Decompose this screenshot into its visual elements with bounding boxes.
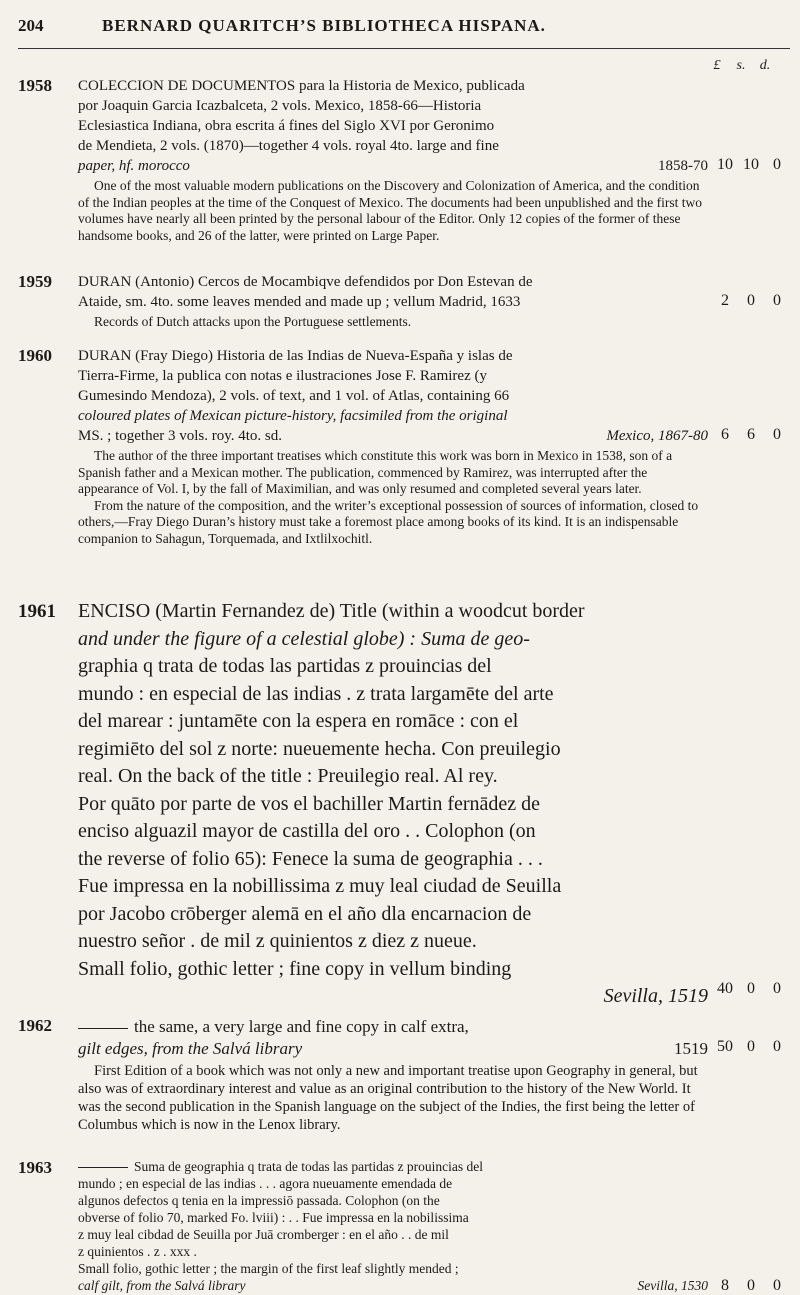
entry-line: Fue impressa en la nobillissima z muy leal ciudad de Seuilla <box>78 875 562 897</box>
shillings-label: s. <box>736 58 746 73</box>
entry-line: MS. ; together 3 vols. roy. 4to. sd. Mexico, 1867-80 <box>78 428 708 444</box>
pence-label: d. <box>759 58 771 73</box>
entry-text <box>78 598 708 1011</box>
entry-price: 6 6 0 <box>721 426 781 443</box>
lot-number: 1962 <box>18 1016 52 1035</box>
entry-text <box>78 272 708 331</box>
entry-note: Records of Dutch attacks upon the Portuguese settlements. <box>94 314 412 329</box>
entry-line: regimiēto del sol z norte: nueuemente hecha. Con preuilegio <box>78 737 561 760</box>
entry-note: One of the most valuable modern publications on the Discovery and Colonization of America, and the condition of the Indian peoples at the time of the Conquest of Mexico. The documents had been unpublished and the first two volumes have nearly all been printed by the personal labour of the Editor. Only 12 copies of the former of these handsome books, and 26 of the latter, were printed on Large Paper. <box>78 178 702 243</box>
entry-line: Sevilla, 1519 <box>603 985 708 1007</box>
entry-line: por Joaquin Garcia Icazbalceta, 2 vols. Mexico, 1858-66—Historia <box>78 98 482 114</box>
entry-line: DURAN (Antonio) Cercos de Mocambiqve defendidos por Don Estevan de <box>78 274 533 290</box>
entry-line: por Jacobo crōberger alemā en el año dla encarnacion de <box>78 902 532 925</box>
ditto-dash <box>78 1028 128 1029</box>
entry-note: First Edition of a book which was not only a new and important treatise upon Geography in general, but also was of extraordinary interest and value as an original contribution to the history of the New World. It was the second publication in the Spanish language on the subject of the Indies, the first being the letter of Columbus which is now in the Lenox library. <box>78 1063 698 1133</box>
entry-line: the reverse of folio 65): Fenece la suma de geographia . . . <box>78 847 543 870</box>
entry-line: real. On the back of the title : Preuilegio real. Al rey. <box>78 765 498 787</box>
running-title: BERNARD QUARITCH’S BIBLIOTHECA HISPANA. <box>102 16 546 35</box>
entry-text <box>78 1158 708 1294</box>
ditto-dash <box>78 1167 128 1168</box>
entry-line: paper, hf. morocco 1858-70 <box>78 158 708 174</box>
entry-line: mundo : en especial de las indias . z trata largamēte del arte <box>78 682 554 705</box>
entry-text <box>78 1016 708 1134</box>
entry-text <box>78 76 708 244</box>
entry-line: Small folio, gothic letter ; the margin of the first leaf slightly mended ; <box>78 1261 459 1276</box>
entry-line: Suma de geographia q trata de todas las partidas z prouincias del <box>78 1158 708 1175</box>
entry-line: ENCISO (Martin Fernandez de) Title (within a woodcut border <box>78 600 585 622</box>
entry-line: Ataide, sm. 4to. some leaves mended and made up ; vellum Madrid, 1633 <box>78 294 521 310</box>
currency-columns <box>705 58 785 74</box>
entry-line: obverse of folio 70, marked Fo. lviii) : . . Fue impressa en la nobilissima <box>78 1210 469 1225</box>
entry-line: the same, a very large and fine copy in calf extra, <box>78 1016 708 1038</box>
entry-line: Por quāto por parte de vos el bachiller Martin fernādez de <box>78 792 541 815</box>
entry-price: 2 0 0 <box>721 292 781 309</box>
pounds-label: £ <box>713 58 721 73</box>
entry-line: COLECCION DE DOCUMENTOS para la Historia de Mexico, publicada <box>78 78 525 94</box>
entry-line: Tierra-Firme, la publica con notas e ilustraciones Jose F. Ramirez (y <box>78 368 487 384</box>
page-number: 204 <box>18 16 44 35</box>
entry-line: enciso alguazil mayor de castilla del oro . . Colophon (on <box>78 820 536 842</box>
entry-line: coloured plates of Mexican picture-history, facsimiled from the original <box>78 408 508 424</box>
entry-price: 50 0 0 <box>717 1038 781 1055</box>
entry-line: Small folio, gothic letter ; fine copy in vellum binding <box>78 957 512 980</box>
entry-line: DURAN (Fray Diego) Historia de las Indias de Nueva-España y islas de <box>78 348 513 364</box>
entry-line: graphia q trata de todas las partidas z prouincias del <box>78 655 492 677</box>
header-rule <box>18 48 790 49</box>
entry-note: The author of the three important treatises which constitute this work was born in Mexico in 1538, son of a Spanish father and a Mexican mother. The publication, commenced by Ramirez, was interrupted after the appearance of Vol. I, by the fall of Maximilian, and was only resumed and completed several years later. From the nature of the composition, and the writer’s exceptional possession of sources of information, closed to others,—Fray Diego Duran’s history must take a foremost place among books of its kind. It is an indispensable companion to Sahagun, Torquemada, and Ixtlilxochitl. <box>78 448 699 546</box>
entry-line: calf gilt, from the Salvá library Sevilla, 1530 <box>78 1278 708 1293</box>
lot-number: 1960 <box>18 346 52 365</box>
entry-line: del marear : juntamēte con la espera en romāce : con el <box>78 710 519 732</box>
entry-line: mundo ; en especial de las indias . . . agora nueuamente emendada de <box>78 1176 453 1191</box>
entry-price: 40 0 0 <box>717 980 781 997</box>
lot-number: 1961 <box>18 601 56 622</box>
lot-number: 1958 <box>18 76 52 95</box>
entry-line: algunos defectos q tenia en la impressiō passada. Colophon (on the <box>78 1193 440 1208</box>
entry-text <box>78 346 708 547</box>
entry-line: nuestro señor . de mil z quinientos z diez z nueue. <box>78 930 477 952</box>
entry-line: and under the figure of a celestial globe) : Suma de geo- <box>78 627 530 650</box>
entry-line: Gumesindo Mendoza), 2 vols. of text, and 1 vol. of Atlas, containing 66 <box>78 388 510 404</box>
entry-price: 10 10 0 <box>717 156 781 173</box>
entry-line: gilt edges, from the Salvá library 1519 <box>78 1039 708 1058</box>
lot-number: 1963 <box>18 1158 52 1177</box>
page-header <box>18 12 788 38</box>
entry-line: de Mendieta, 2 vols. (1870)—together 4 vols. royal 4to. large and fine <box>78 138 499 154</box>
entry-line: z quinientos . z . xxx . <box>78 1244 197 1259</box>
entry-price: 8 0 0 <box>721 1277 781 1294</box>
entry-line: Eclesiastica Indiana, obra escrita á fines del Siglo XVI por Geronimo <box>78 118 495 134</box>
lot-number: 1959 <box>18 272 52 291</box>
entry-line: z muy leal cibdad de Seuilla por Juā cromberger : en el año . . de mil <box>78 1227 449 1242</box>
